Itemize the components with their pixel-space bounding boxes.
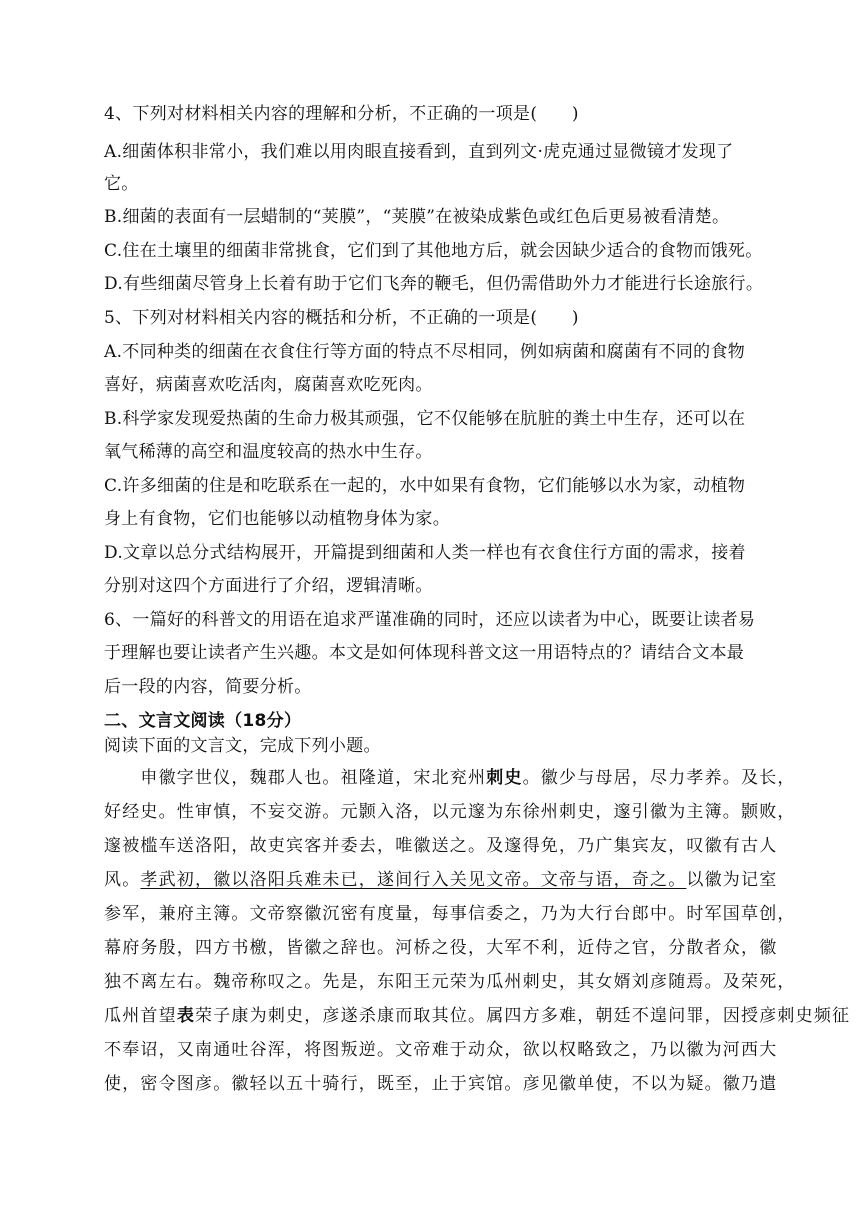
- q4-option-a-line2: 它。: [104, 174, 139, 194]
- q4-option-b: B.细菌的表面有一层蜡制的“荚膜”，“荚膜”在被染成紫色或红色后更易被看清楚。: [104, 207, 730, 227]
- q6-line1: 6、一篇好的科普文的用语在追求严谨准确的同时，还应以读者为中心，既要让读者易: [104, 610, 756, 630]
- section-instruction: 阅读下面的文言文，完成下列小题。: [104, 736, 381, 756]
- q5-option-b-line2: 氧气稀薄的高空和温度较高的热水中生存。: [104, 442, 433, 462]
- passage-line-1: [104, 766, 796, 790]
- q5-option-d-line1: D.文章以总分式结构展开，开篇提到细菌和人类一样也有衣食住行方面的需求，接着: [104, 543, 746, 563]
- passage-text: 。徽少与母居，尽力孝养。及长，: [522, 768, 796, 788]
- q5-stem: 5、下列对材料相关内容的概括和分析，不正确的一项是( ): [104, 308, 579, 328]
- q6-line2: 于理解也要让读者产生兴趣。本文是如何体现科普文这一用语特点的？请结合文本最: [104, 643, 745, 663]
- passage-line-9: 不奉诏，又南通吐谷浑，将图叛逆。文帝难于动众，欲以权略致之，乃以徽为河西大: [104, 1040, 778, 1060]
- passage-line-3: 邃被槛车送洛阳，故吏宾客并委去，唯徽送之。及邃得免，乃广集宾友，叹徽有古人: [104, 836, 778, 856]
- passage-underlined-sentence: 孝武初，徽以洛阳兵难未已，遂间行入关见文帝。文帝与语，奇之。: [140, 870, 687, 890]
- q4-stem: 4、下列对材料相关内容的理解和分析，不正确的一项是( ): [104, 104, 579, 124]
- passage-line-4: [104, 868, 778, 892]
- section-heading: 二、文言文阅读（18分）: [104, 711, 302, 731]
- q4-option-c: C.住在土壤里的细菌非常挑食，它们到了其他地方后，就会因缺少适合的食物而饿死。: [104, 241, 763, 261]
- q5-option-d-line2: 分别对这四个方面进行了介绍，逻辑清晰。: [104, 576, 433, 596]
- passage-line-6: 幕府务殷，四方书檄，皆徽之辞也。河桥之役，大军不利，近侍之官，分散者众，徽: [104, 938, 778, 958]
- passage-text: 申徽字世仪，魏郡人也。祖隆道，宋北兖州: [104, 768, 487, 788]
- q5-option-c-line1: C.许多细菌的住是和吃联系在一起的，水中如果有食物，它们能够以水为家，动植物: [104, 476, 746, 496]
- passage-line-5: 参军，兼府主簿。文帝察徽沉密有度量，每事信委之，乃为大行台郎中。时军国草创，: [104, 904, 796, 924]
- passage-line-8: [104, 1004, 851, 1028]
- q5-option-b-line1: B.科学家发现爱热菌的生命力极其顽强，它不仅能够在肮脏的粪土中生存，还可以在: [104, 409, 746, 429]
- passage-line-7: 独不离左右。魏帝称叹之。先是，东阳王元荣为瓜州刺史，其女婿刘彦随焉。及荣死，: [104, 972, 796, 992]
- q5-option-a-line1: A.不同种类的细菌在衣食住行等方面的特点不尽相同，例如病菌和腐菌有不同的食物: [104, 342, 746, 362]
- q6-line3: 后一段的内容，简要分析。: [104, 677, 312, 697]
- q5-option-c-line2: 身上有食物，它们也能够以动植物身体为家。: [104, 509, 450, 529]
- passage-bold-term: 刺史: [486, 768, 523, 788]
- q4-option-d: D.有些细菌尽管身上长着有助于它们飞奔的鞭毛，但仍需借助外力才能进行长途旅行。: [104, 274, 764, 294]
- passage-bold-term: 表: [176, 1006, 196, 1026]
- q4-option-a-line1: A.细菌体积非常小，我们难以用肉眼直接看到，直到列文·虎克通过显微镜才发现了: [104, 142, 734, 162]
- passage-text: 风。: [104, 870, 141, 890]
- passage-line-10: 使，密令图彦。徽轻以五十骑行，既至，止于宾馆。彦见徽单使，不以为疑。徽乃遣: [104, 1074, 778, 1094]
- passage-text: 荣子康为刺史，彦遂杀康而取其位。属四方多难，朝廷不遑问罪，因授彦刺史频征: [195, 1006, 851, 1026]
- passage-text: 以徽为记室: [686, 870, 778, 890]
- q5-option-a-line2: 喜好，病菌喜欢吃活肉，腐菌喜欢吃死肉。: [104, 375, 433, 395]
- passage-text: 瓜州首望: [104, 1006, 177, 1026]
- passage-line-2: 好经史。性审慎，不妄交游。元颢入洛，以元邃为东徐州刺史，邃引徽为主簿。颢败，: [104, 802, 796, 822]
